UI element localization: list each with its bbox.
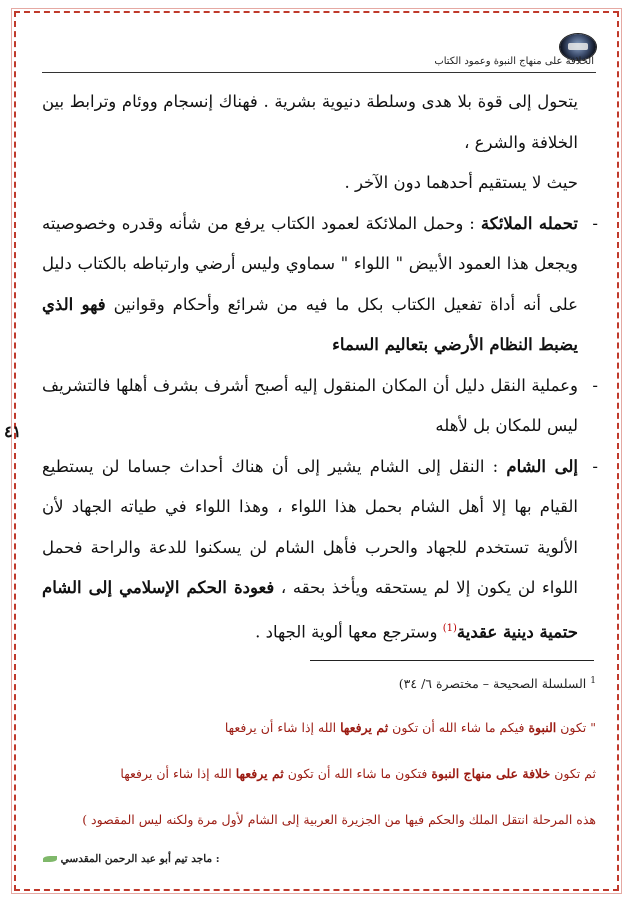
footnote-line <box>120 766 596 781</box>
list-dash: - <box>592 456 598 476</box>
footnote-emphasis: خلافة على منهاج النبوة <box>431 766 551 781</box>
footnote-line <box>82 812 596 827</box>
footnote-text: هذه المرحلة انتقل الملك والحكم فيها من الجزيرة العربية إلى الشام لأول مرة ولكنه ليس المقصود ) <box>82 812 596 827</box>
footnote-emphasis: ثم يرفعها <box>235 766 284 781</box>
list-item <box>42 204 600 366</box>
item-emphasis: فهو الذي يضبط النظام الأرضي بتعاليم السماء <box>42 294 578 354</box>
footnote-text: الله إذا شاء أن يرفعها <box>120 766 236 781</box>
item-heading: تحمله الملائكة <box>480 213 579 233</box>
footnote-emphasis: ثم يرفعها <box>340 720 389 735</box>
footnote-emphasis: النبوة <box>528 720 557 735</box>
page-number: ٤١ <box>4 422 22 441</box>
item-text: : النقل إلى الشام يشير إلى أن هناك أحداث جساما لن يستطيع القيام بها إلا أهل الشام بحمل هذا اللواء ، وهذا اللواء في طياته الجهاد لأن الألوية تستخدم للجهاد والحرب فأهل الشام لن يسكنوا للدعة والراحة فحمل اللواء لن يكون إلا لم يستحقه ويأخذ بحقه ، <box>42 456 578 597</box>
footnote-text: فيكم ما شاء الله أن تكون <box>388 720 529 735</box>
item-text: وسترجع معها ألوية الجهاد . <box>255 622 443 641</box>
item-emphasis: فعودة الحكم الإسلامي إلى الشام حتمية دينية عقدية <box>42 578 578 641</box>
list-item <box>42 447 600 653</box>
paragraph-line: يتحول إلى قوة بلا هدى وسلطة دنيوية بشرية . فهناك إنسجام ووئام وترابط بين الخلافة والشرع ، <box>42 92 578 152</box>
paragraph-line: حيث لا يستقيم أحدهما دون الآخر . <box>344 173 578 192</box>
footnote-source <box>399 676 596 691</box>
footnote-text: ثم تكون <box>550 766 596 781</box>
running-header: الخلافة على منهاج النبوة وعمود الكتاب <box>434 56 594 67</box>
item-text: وعملية النقل دليل أن المكان المنقول إليه أصبح أشرف بشرف أهلها فالتشريف ليس للمكان بل لأهله <box>42 375 578 435</box>
footnote-number: 1 <box>590 676 596 686</box>
header-divider <box>42 72 596 73</box>
footnote-line <box>225 720 596 735</box>
author-name: : ماجد تيم أبو عبد الرحمن المقدسي <box>60 853 220 865</box>
paragraph <box>42 82 600 204</box>
main-text <box>42 82 600 653</box>
list-dash: - <box>592 213 598 233</box>
author-signature <box>40 853 220 865</box>
footnote-text: الله إذا شاء أن يرفعها <box>224 720 341 735</box>
quill-icon <box>43 856 57 862</box>
list-item <box>42 366 600 447</box>
footnote-divider <box>310 660 594 661</box>
footnote-source-text: السلسلة الصحيحة – مختصرة ٦/ ٣٤) <box>398 676 587 692</box>
item-text: : وحمل الملائكة لعمود الكتاب يرفع من شأنه وقدره وخصوصيته ويجعل هذا العمود الأبيض " اللواء " سماوي وليس أرضي وارتباطه بالكتاب دليل على أنه أداة تفعيل الكتاب بكل ما فيه من شرائع وأحكام وقوانين <box>42 213 578 314</box>
item-heading: إلى الشام <box>506 456 579 476</box>
footnote-text: " تكون <box>556 720 596 735</box>
list-dash: - <box>592 375 598 395</box>
footnote-text: فتكون ما شاء الله أن تكون <box>283 766 432 781</box>
footnote-reference[interactable]: (1) <box>442 622 457 634</box>
